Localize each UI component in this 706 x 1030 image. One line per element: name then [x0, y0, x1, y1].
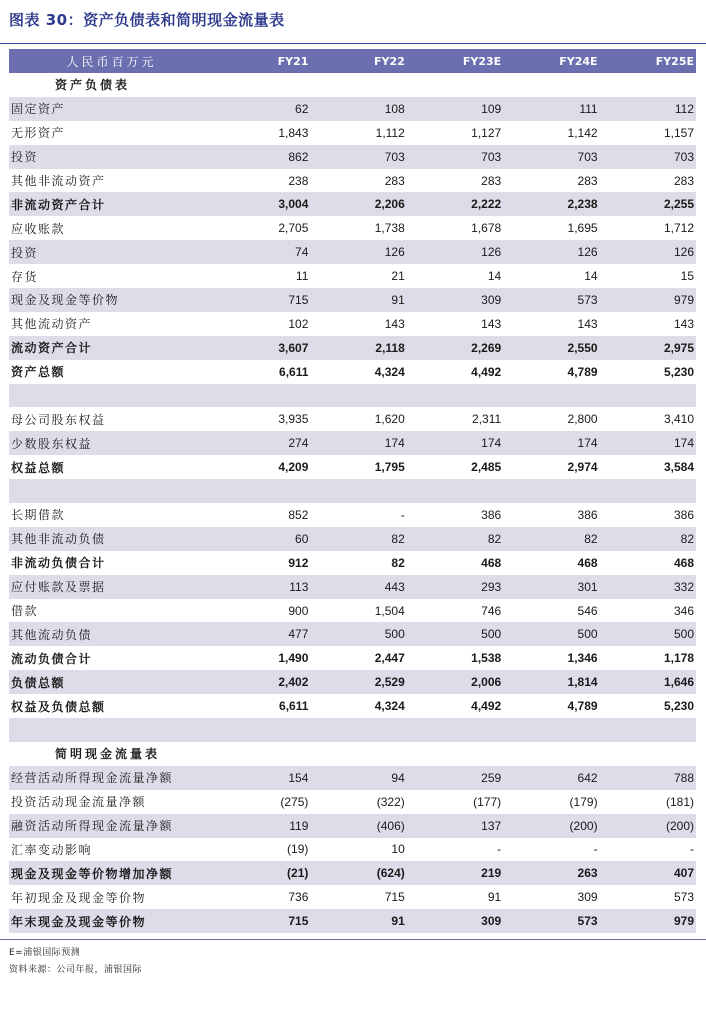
- row-label: 其他流动资产: [11, 317, 93, 332]
- value-cell: 1,127: [471, 125, 502, 140]
- value-cell: 283: [481, 173, 502, 188]
- value-cell: 703: [577, 149, 598, 164]
- title-divider: [0, 43, 706, 44]
- value-cell: 2,238: [567, 197, 598, 212]
- value-cell: 715: [384, 890, 405, 905]
- table-row: [9, 240, 696, 264]
- value-cell: 111: [579, 101, 598, 116]
- value-cell: 113: [289, 579, 309, 594]
- section-header-row: [9, 73, 696, 97]
- table-row: [9, 169, 696, 193]
- figure-title: 图表 30：资产负债表和简明现金流量表: [9, 11, 285, 29]
- section-title: 简明现金流量表: [55, 747, 161, 762]
- value-cell: (624): [376, 866, 405, 881]
- value-cell: 283: [384, 173, 405, 188]
- value-cell: 2,311: [472, 412, 502, 427]
- value-cell: 332: [673, 579, 694, 594]
- row-label: 汇率变动影响: [11, 842, 93, 857]
- value-cell: 15: [680, 269, 694, 284]
- value-cell: 407: [673, 866, 694, 881]
- value-cell: 1,112: [375, 125, 405, 140]
- value-cell: 3,935: [278, 412, 309, 427]
- value-cell: 2,974: [567, 460, 598, 475]
- value-cell: 108: [384, 101, 405, 116]
- value-cell: 3,584: [663, 460, 694, 475]
- value-cell: 900: [288, 603, 309, 618]
- value-cell: 703: [481, 149, 502, 164]
- value-cell: 1,504: [374, 603, 405, 618]
- value-cell: 309: [481, 914, 502, 929]
- row-label: 借款: [11, 604, 39, 619]
- table-row: [9, 145, 696, 169]
- value-cell: 1,646: [663, 675, 694, 690]
- value-cell: 238: [288, 173, 309, 188]
- value-cell: 62: [295, 101, 309, 116]
- table-row: [9, 336, 696, 360]
- value-cell: 703: [384, 149, 405, 164]
- value-cell: 1,843: [278, 125, 309, 140]
- row-label: 其他非流动资产: [11, 174, 106, 188]
- table-row: [9, 575, 696, 599]
- value-cell: 91: [391, 914, 405, 929]
- value-cell: 715: [288, 292, 309, 307]
- value-cell: 3,004: [278, 197, 309, 212]
- value-cell: 174: [577, 436, 598, 451]
- value-cell: 468: [577, 555, 598, 570]
- value-cell: 91: [487, 890, 502, 905]
- section-header-row: [9, 742, 696, 766]
- spacer-row: [9, 718, 696, 742]
- value-cell: 74: [295, 245, 309, 260]
- value-cell: 2,485: [471, 460, 502, 475]
- value-cell: 788: [673, 770, 694, 785]
- value-cell: (406): [376, 818, 405, 833]
- value-cell: 283: [577, 173, 598, 188]
- value-cell: 112: [674, 101, 694, 116]
- table-row: [9, 121, 696, 145]
- value-cell: 2,006: [471, 675, 502, 690]
- value-cell: 5,230: [663, 364, 694, 379]
- table-row: [9, 407, 696, 431]
- row-label: 投资: [11, 245, 39, 260]
- table-row: [9, 766, 696, 790]
- value-cell: 143: [384, 316, 405, 331]
- value-cell: 703: [673, 149, 694, 164]
- value-cell: 102: [288, 316, 309, 331]
- value-cell: -: [593, 842, 598, 857]
- row-label: 投资: [11, 150, 39, 165]
- value-cell: 1,178: [663, 651, 694, 666]
- value-cell: 10: [391, 842, 405, 857]
- value-cell: (200): [665, 818, 694, 833]
- value-cell: 500: [673, 627, 694, 642]
- value-cell: 573: [673, 890, 694, 905]
- row-label: 非流动负债合计: [11, 556, 106, 571]
- source-note: 资料来源：公司年报，浦银国际: [9, 965, 143, 975]
- value-cell: 14: [487, 269, 502, 284]
- table-row: [9, 527, 696, 551]
- value-cell: 912: [288, 555, 309, 570]
- value-cell: 219: [481, 866, 502, 881]
- value-cell: 4,789: [567, 364, 598, 379]
- value-cell: 5,230: [663, 699, 694, 714]
- value-cell: (19): [287, 842, 309, 857]
- value-cell: 91: [391, 292, 405, 307]
- value-cell: 573: [577, 914, 598, 929]
- value-cell: 82: [391, 555, 405, 570]
- value-cell: 386: [577, 507, 598, 522]
- value-cell: 126: [673, 245, 694, 260]
- table-row: [9, 97, 696, 121]
- row-label: 母公司股东权益: [11, 412, 106, 427]
- value-cell: 1,695: [567, 221, 598, 236]
- table-row: [9, 694, 696, 718]
- value-cell: 293: [481, 579, 502, 594]
- row-label: 无形资产: [11, 126, 66, 141]
- value-cell: 4,324: [374, 699, 405, 714]
- row-label: 其他流动负债: [11, 627, 93, 642]
- value-cell: 642: [577, 770, 598, 785]
- table-row: [9, 885, 696, 909]
- value-cell: 82: [487, 531, 502, 546]
- row-label: 固定资产: [11, 102, 66, 117]
- value-cell: 715: [288, 914, 309, 929]
- value-cell: 143: [673, 316, 694, 331]
- value-cell: 1,346: [567, 651, 598, 666]
- value-cell: (21): [287, 866, 309, 881]
- table-row: [9, 288, 696, 312]
- value-cell: 126: [481, 245, 502, 260]
- row-label: 资产总额: [11, 365, 66, 380]
- table-row: [9, 814, 696, 838]
- table-row: [9, 790, 696, 814]
- header-year: FY21: [277, 54, 309, 68]
- value-cell: 301: [577, 579, 598, 594]
- value-cell: 4,789: [567, 699, 598, 714]
- section-title: 资产负债表: [55, 78, 131, 93]
- value-cell: 6,611: [279, 364, 309, 379]
- value-cell: 443: [384, 579, 405, 594]
- value-cell: 852: [288, 507, 309, 522]
- value-cell: 2,222: [471, 197, 502, 212]
- table-row: [9, 312, 696, 336]
- header-year: FY22: [373, 54, 405, 68]
- table-row: [9, 455, 696, 479]
- value-cell: 4,324: [374, 364, 405, 379]
- value-cell: 82: [680, 531, 694, 546]
- value-cell: 60: [295, 531, 309, 546]
- value-cell: 500: [577, 627, 598, 642]
- value-cell: 1,538: [471, 651, 502, 666]
- value-cell: 2,550: [567, 340, 598, 355]
- value-cell: 154: [288, 770, 309, 785]
- value-cell: 137: [481, 818, 502, 833]
- value-cell: 1,157: [663, 125, 694, 140]
- value-cell: 1,712: [663, 221, 694, 236]
- table-row: [9, 551, 696, 575]
- value-cell: 2,255: [663, 197, 694, 212]
- row-label: 少数股东权益: [11, 436, 93, 451]
- value-cell: 126: [577, 245, 598, 260]
- financial-table: [9, 49, 696, 933]
- value-cell: (322): [376, 794, 405, 809]
- value-cell: 274: [288, 436, 309, 451]
- value-cell: 21: [391, 269, 405, 284]
- value-cell: 2,447: [374, 651, 405, 666]
- row-label: 长期借款: [11, 508, 66, 523]
- value-cell: 573: [577, 292, 598, 307]
- value-cell: 3,410: [663, 412, 694, 427]
- row-label: 非流动资产合计: [11, 197, 106, 212]
- value-cell: 3,607: [278, 340, 309, 355]
- forecast-note: E=浦银国际预测: [9, 948, 81, 958]
- value-cell: 386: [673, 507, 694, 522]
- row-label: 其他非流动负债: [11, 532, 106, 547]
- table-header-row: [9, 49, 696, 73]
- value-cell: 468: [481, 555, 502, 570]
- value-cell: 1,738: [374, 221, 405, 236]
- value-cell: -: [497, 842, 502, 857]
- table-row: [9, 431, 696, 455]
- value-cell: 346: [673, 603, 694, 618]
- value-cell: (275): [280, 794, 309, 809]
- header-year: FY25E: [655, 54, 694, 68]
- row-label: 应付账款及票据: [11, 580, 106, 595]
- value-cell: 468: [673, 555, 694, 570]
- value-cell: 2,206: [374, 197, 405, 212]
- value-cell: 309: [577, 890, 598, 905]
- table-row: [9, 192, 696, 216]
- row-label: 年末现金及现金等价物: [11, 914, 147, 929]
- value-cell: 979: [673, 292, 694, 307]
- value-cell: 862: [288, 149, 309, 164]
- value-cell: 1,795: [374, 460, 405, 475]
- value-cell: 1,814: [567, 675, 598, 690]
- header-year: FY23E: [462, 54, 502, 68]
- table-bottom-divider: [0, 939, 706, 940]
- value-cell: 109: [481, 101, 502, 116]
- spacer-row: [9, 479, 696, 503]
- value-cell: 94: [391, 770, 405, 785]
- value-cell: 1,620: [374, 412, 405, 427]
- table-row: [9, 838, 696, 862]
- value-cell: 2,529: [374, 675, 405, 690]
- value-cell: 174: [481, 436, 502, 451]
- table-row: [9, 861, 696, 885]
- value-cell: 119: [289, 818, 309, 833]
- value-cell: 746: [481, 603, 502, 618]
- value-cell: 263: [577, 866, 598, 881]
- row-label: 投资活动现金流量净额: [11, 795, 147, 810]
- value-cell: 1,142: [567, 125, 598, 140]
- value-cell: 386: [481, 507, 502, 522]
- value-cell: 11: [295, 269, 309, 284]
- spacer-cell: [9, 479, 696, 503]
- value-cell: 14: [584, 269, 598, 284]
- row-label: 权益及负债总额: [11, 699, 106, 714]
- value-cell: 2,975: [663, 340, 694, 355]
- header-year: FY24E: [559, 54, 598, 68]
- row-label: 流动负债合计: [11, 651, 93, 666]
- table-row: [9, 909, 696, 933]
- value-cell: (179): [569, 794, 598, 809]
- spacer-cell: [9, 384, 696, 408]
- value-cell: 309: [481, 292, 502, 307]
- table-row: [9, 503, 696, 527]
- value-cell: 259: [481, 770, 502, 785]
- row-label: 融资活动所得现金流量净额: [11, 819, 174, 834]
- value-cell: 500: [384, 627, 405, 642]
- value-cell: 500: [481, 627, 502, 642]
- row-label: 现金及现金等价物: [11, 293, 120, 308]
- value-cell: 1,490: [278, 651, 309, 666]
- value-cell: 979: [673, 914, 694, 929]
- table-row: [9, 360, 696, 384]
- value-cell: 4,492: [471, 364, 502, 379]
- value-cell: 82: [584, 531, 598, 546]
- row-label: 经营活动所得现金流量净额: [11, 771, 174, 786]
- row-label: 应收账款: [11, 221, 66, 236]
- row-label: 年初现金及现金等价物: [11, 890, 147, 905]
- row-label: 权益总额: [11, 460, 66, 475]
- row-label: 现金及现金等价物增加净额: [11, 866, 174, 881]
- table-row: [9, 646, 696, 670]
- value-cell: 2,705: [278, 221, 309, 236]
- value-cell: 4,209: [278, 460, 309, 475]
- value-cell: -: [400, 507, 405, 522]
- value-cell: -: [690, 842, 694, 857]
- spacer-cell: [9, 718, 696, 742]
- value-cell: 2,402: [278, 675, 309, 690]
- value-cell: 174: [384, 436, 405, 451]
- row-label: 负债总额: [11, 675, 66, 690]
- value-cell: 82: [391, 531, 405, 546]
- value-cell: 477: [288, 627, 309, 642]
- header-unit-label: 人民币百万元: [66, 54, 157, 69]
- table-row: [9, 216, 696, 240]
- value-cell: 283: [673, 173, 694, 188]
- value-cell: 174: [673, 436, 694, 451]
- value-cell: 1,678: [471, 221, 502, 236]
- value-cell: (200): [569, 818, 598, 833]
- value-cell: 143: [577, 316, 598, 331]
- table-row: [9, 264, 696, 288]
- value-cell: 546: [577, 603, 598, 618]
- value-cell: (181): [665, 794, 694, 809]
- table-row: [9, 622, 696, 646]
- value-cell: (177): [473, 794, 502, 809]
- table-row: [9, 599, 696, 623]
- value-cell: 126: [384, 245, 405, 260]
- value-cell: 2,118: [375, 340, 405, 355]
- value-cell: 6,611: [279, 699, 309, 714]
- table-body: [9, 73, 696, 933]
- spacer-row: [9, 384, 696, 408]
- table-row: [9, 670, 696, 694]
- value-cell: 736: [288, 890, 309, 905]
- value-cell: 2,800: [567, 412, 598, 427]
- value-cell: 143: [481, 316, 502, 331]
- row-label: 流动资产合计: [11, 341, 93, 356]
- value-cell: 2,269: [471, 340, 502, 355]
- row-label: 存货: [11, 269, 39, 284]
- value-cell: 4,492: [471, 699, 502, 714]
